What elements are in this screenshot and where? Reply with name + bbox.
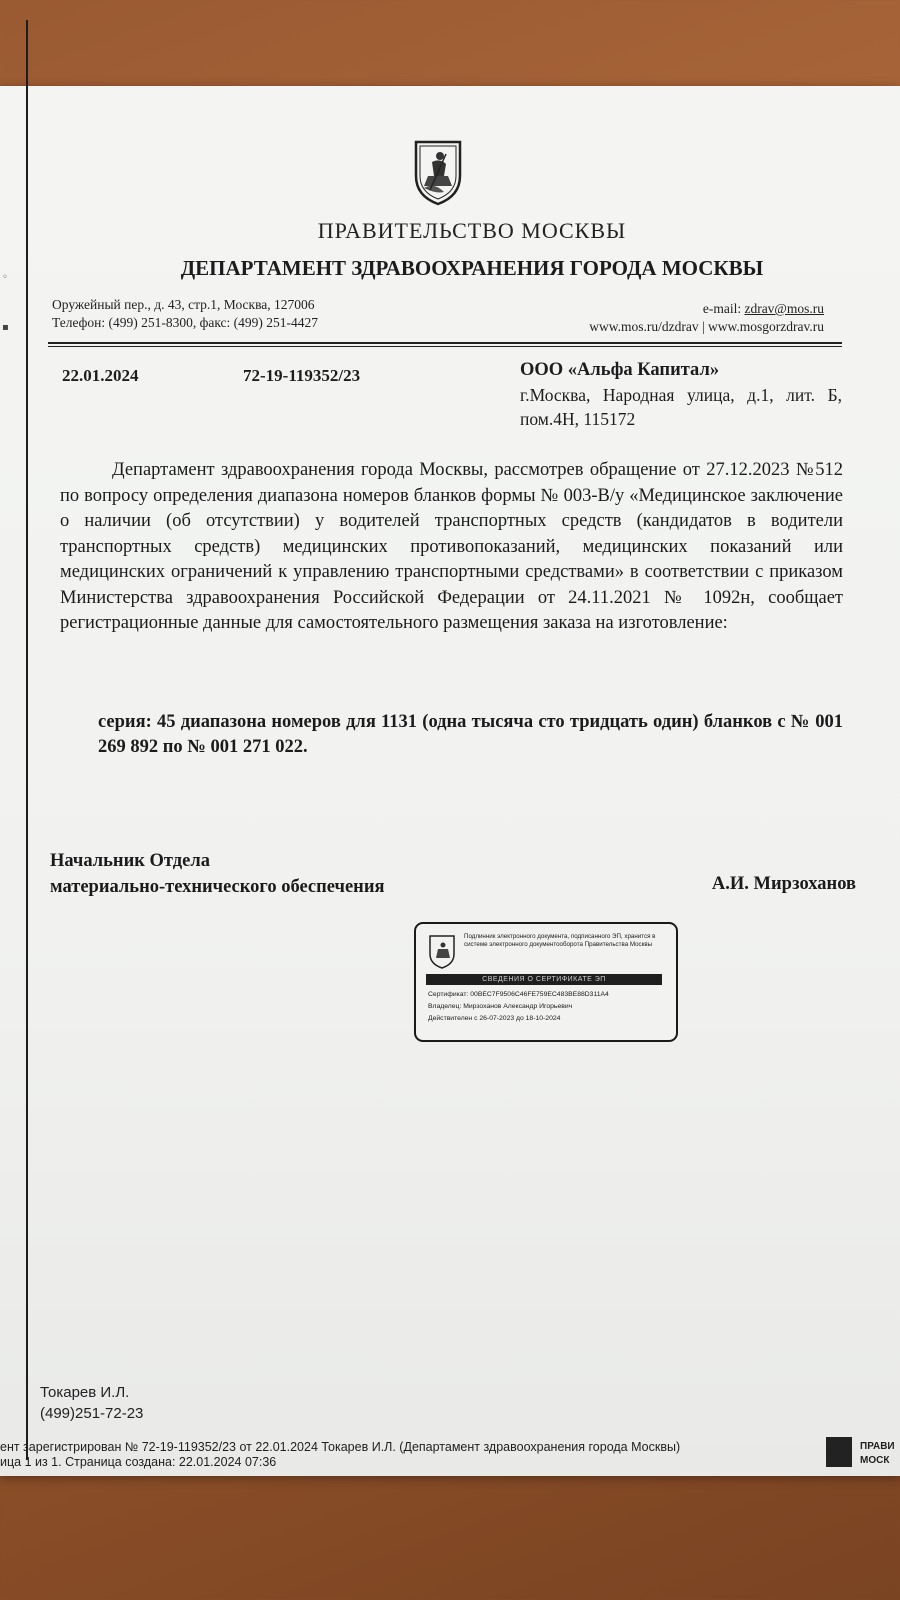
binder-mark: ▪: [2, 322, 9, 333]
document-page: [0, 86, 900, 1476]
websites: www.mos.ru/dzdrav | www.mosgorzdrav.ru: [589, 319, 824, 334]
signer-name: А.И. Мирзоханов: [711, 874, 856, 894]
moscow-coat-of-arms-icon: [410, 136, 466, 206]
executor-phone: (499)251-72-23: [40, 1405, 144, 1422]
email-link[interactable]: zdrav@mos.ru: [744, 301, 824, 316]
registration-footer: [0, 1440, 760, 1470]
certificate-number: Сертификат: 00BEC7F9506C46FE759EC483BE88D311A4: [428, 991, 609, 998]
footer-logo-text: [860, 1440, 895, 1468]
signer-position-line2: материально-технического обеспечения: [50, 877, 385, 897]
document-date: 22.01.2024: [62, 366, 139, 385]
executor-name: Токарев И.Л.: [40, 1384, 130, 1401]
footer-logo-text-line1: ПРАВИ: [860, 1441, 895, 1452]
recipient-name: ООО «Альфа Капитал»: [520, 360, 720, 380]
binder-mark: ◦: [2, 272, 8, 283]
stamp-band: СВЕДЕНИЯ О СЕРТИФИКАТЕ ЭП: [426, 974, 662, 985]
e-signature-stamp: [414, 922, 678, 1042]
signer-position: [50, 848, 384, 900]
postal-address: Оружейный пер., д. 43, стр.1, Москва, 127006: [52, 297, 315, 312]
department-title: ДЕПАРТАМЕНТ ЗДРАВООХРАНЕНИЯ ГОРОДА МОСКВЫ: [180, 256, 764, 280]
government-title: ПРАВИТЕЛЬСТВО МОСКВЫ: [317, 218, 627, 243]
address-block: [52, 296, 318, 332]
certificate-owner: Владелец: Мирзоханов Александр Игорьевич: [428, 1003, 573, 1010]
stamp-coat-of-arms-icon: [428, 934, 456, 970]
certificate-validity: Действителен с 26-07-2023 до 18-10-2024: [428, 1015, 561, 1022]
footer-logo-icon: [826, 1437, 852, 1467]
footer-logo-text-line2: МОСК: [860, 1455, 890, 1466]
header-rule: [48, 342, 842, 344]
header-rule-thin: [48, 346, 842, 347]
main-paragraph: Департамент здравоохранения города Москвы, рассмотрев обращение от 27.12.2023 №512 по вопросу определения диапазона номеров бланков формы № 003-В/у «Медицинское заключение о наличии (об отсутствии) у водителей транспортных средств (кандидатов в водители транспортных средств) медицинских противопоказаний, медицинских показаний или медицинских ограничений к управлению транспортными средствами» в соответствии с приказом Министерства здравоохранения Российской Федерации от 24.11.2021 № 1092н, сообщает регистрационные данные для самостоятельного размещения заказа на изготовление:: [60, 460, 843, 633]
page-info-line: ица 1 из 1. Страница создана: 22.01.2024 07:36: [0, 1455, 277, 1469]
email-label: e-mail:: [702, 301, 745, 316]
phone-fax: Телефон: (499) 251-8300, факс: (499) 251-4427: [52, 315, 319, 330]
contact-block: [589, 300, 824, 336]
signer-position-line1: Начальник Отдела: [50, 851, 210, 871]
series-paragraph: серия: 45 диапазона номеров для 1131 (одна тысяча сто тридцать один) бланков с № 001 269 892 по № 001 271 022.: [98, 712, 843, 757]
recipient-address: г.Москва, Народная улица, д.1, лит. Б, пом.4Н, 115172: [520, 385, 842, 429]
stamp-note: Подлинник электронного документа, подписанного ЭП, хранится в системе электронного документооборота Правительства Москвы: [464, 933, 656, 948]
executor-block: [40, 1382, 143, 1424]
registration-line: ент зарегистрирован № 72-19-119352/23 от 22.01.2024 Токарев И.Л. (Департамент здравоохранения города Москвы): [0, 1440, 681, 1454]
recipient-block: [520, 360, 842, 431]
document-number: 72-19-119352/23: [243, 366, 361, 385]
